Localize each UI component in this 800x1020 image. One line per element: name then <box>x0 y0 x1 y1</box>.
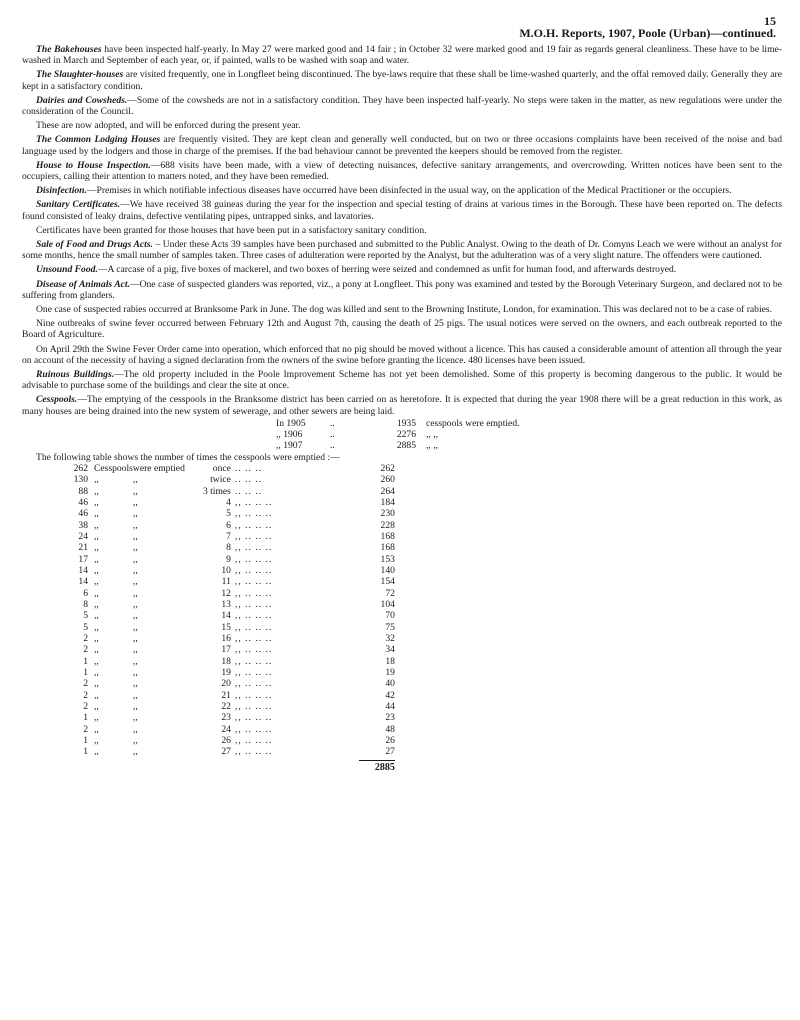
table-row <box>62 712 395 723</box>
cesspool-count: 88 <box>78 485 88 497</box>
times-emptied: 3 times <box>202 485 231 497</box>
ditto-emptied: ,, <box>132 689 138 701</box>
ditto-emptied: ,, <box>132 746 138 758</box>
leader-dots: ,, .. .. .. <box>234 610 273 622</box>
table-row <box>62 531 395 542</box>
times-emptied: 17 <box>221 644 231 656</box>
table-row <box>62 542 395 553</box>
paragraph <box>22 185 782 196</box>
cesspool-count: 8 <box>83 599 88 611</box>
year-row <box>276 440 782 451</box>
cesspool-count: 2 <box>83 701 88 713</box>
times-emptied: twice <box>210 474 231 486</box>
ditto-emptied: ,, <box>132 564 138 576</box>
leader-dots: ,, .. .. .. <box>234 519 273 531</box>
table-row <box>62 508 395 519</box>
row-total: 230 <box>380 508 395 520</box>
cesspool-count: 2 <box>83 723 88 735</box>
row-total: 32 <box>385 633 395 645</box>
paragraph-heading: The Common Lodging Houses <box>36 134 161 146</box>
table-row <box>62 735 395 746</box>
cesspool-count: 38 <box>78 519 88 531</box>
cesspool-count: 6 <box>83 587 88 599</box>
cesspool-count: 262 <box>73 462 88 474</box>
cesspool-count: 2 <box>83 644 88 656</box>
row-total: 262 <box>380 462 395 474</box>
year-count: 2885 <box>396 439 416 451</box>
paragraph <box>22 44 782 66</box>
grand-total: 2885 <box>359 760 395 773</box>
row-total: 40 <box>385 678 395 690</box>
leader-dots: ,, .. .. .. <box>234 678 273 690</box>
times-emptied: 15 <box>221 621 231 633</box>
paragraph <box>22 199 782 221</box>
ditto-cesspools: ,, <box>94 621 99 633</box>
times-emptied: 8 <box>226 542 231 554</box>
paragraph-text: —We have received 38 guineas during the year for the inspection and special testing of drains at various times in the Borough. These have been reported on. The defects found consisted of leaky drains, defective ventilating pipes, untrapped sinks, and lavatories. <box>22 199 782 222</box>
cesspool-count: 2 <box>83 678 88 690</box>
times-emptied: 6 <box>226 519 231 531</box>
ditto-cesspools: ,, <box>94 735 99 747</box>
ditto-cesspools: ,, <box>94 519 99 531</box>
table-row <box>62 554 395 565</box>
ditto-emptied: ,, <box>132 485 138 497</box>
row-total: 153 <box>380 553 395 565</box>
paragraph <box>22 69 782 91</box>
ditto-emptied: ,, <box>132 519 138 531</box>
times-emptied: 5 <box>226 508 231 520</box>
ditto-emptied: ,, <box>132 655 138 667</box>
paragraph <box>22 344 782 366</box>
times-emptied: 10 <box>221 564 231 576</box>
row-total: 140 <box>380 564 395 576</box>
ditto-cesspools: ,, <box>94 576 99 588</box>
ditto-cesspools: ,, <box>94 689 99 701</box>
paragraph-heading: Sanitary Certificates. <box>36 199 121 211</box>
leader-dots: ,, .. .. .. <box>234 644 273 656</box>
row-total: 27 <box>385 746 395 758</box>
table-row <box>62 463 395 474</box>
table-row <box>62 610 395 621</box>
ditto-emptied: ,, <box>132 587 138 599</box>
table-row <box>62 588 395 599</box>
cesspool-count: 14 <box>78 564 88 576</box>
paragraph-text: These are now adopted, and will be enforced during the present year. <box>36 120 301 132</box>
paragraph-heading: Unsound Food. <box>36 264 98 276</box>
times-emptied: 20 <box>221 678 231 690</box>
page-number: 15 <box>764 14 776 28</box>
paragraph <box>22 394 782 416</box>
ditto-emptied: ,, <box>132 667 138 679</box>
ditto-cesspools: ,, <box>94 678 99 690</box>
ditto-cesspools: ,, <box>94 667 99 679</box>
table-row <box>62 656 395 667</box>
table-row <box>62 565 395 576</box>
table-row <box>62 576 395 587</box>
table-row <box>62 644 395 655</box>
table-row <box>62 633 395 644</box>
cesspool-count: 46 <box>78 508 88 520</box>
leader-dots: ,, .. .. .. <box>234 508 273 520</box>
paragraph-text: Nine outbreaks of swine fever occurred between February 12th and August 7th, causing the death of 25 pigs. The usual notices were served on the owners, and each outbreak reported to the Board of Agriculture. <box>22 318 782 341</box>
table-row <box>62 701 395 712</box>
ditto-cesspools: ,, <box>94 553 99 565</box>
table-row <box>62 497 395 508</box>
table-row <box>62 746 395 757</box>
cesspool-times-table <box>62 463 395 758</box>
running-header: M.O.H. Reports, 1907, Poole (Urban)—continued. <box>519 26 776 40</box>
ditto-emptied: ,, <box>132 474 138 486</box>
leader-dots: ,, .. .. .. <box>234 564 273 576</box>
paragraph-heading: Dairies and Cowsheds. <box>36 94 128 106</box>
paragraph <box>22 160 782 182</box>
ditto-cesspools: ,, <box>94 530 99 542</box>
row-total: 42 <box>385 689 395 701</box>
paragraph <box>22 279 782 301</box>
leader: .. <box>330 439 335 451</box>
row-total: 228 <box>380 519 395 531</box>
paragraph-heading: Sale of Food and Drugs Acts. <box>36 239 153 251</box>
leader: .. <box>330 428 335 440</box>
cesspool-count: 5 <box>83 610 88 622</box>
table-row <box>62 599 395 610</box>
leader-dots: ,, .. .. .. <box>234 621 273 633</box>
times-emptied: 26 <box>221 735 231 747</box>
leader-dots: .. .. .. <box>234 485 263 497</box>
times-emptied: 24 <box>221 723 231 735</box>
report-body <box>22 44 782 417</box>
row-total: 19 <box>385 667 395 679</box>
times-emptied: 18 <box>221 655 231 667</box>
paragraph <box>22 134 782 156</box>
paragraph-text: are frequently visited. They are kept clean and generally well conducted, but on two or three occasions complaints have been received of the noise and bad language used by the lodgers and those in charge of the premises. If the bad behaviour cannot be prevented the keepers should be removed from the register. <box>22 134 782 157</box>
table-row <box>62 622 395 633</box>
paragraph-text: —A carcase of a pig, five boxes of mackerel, and two boxes of herring were seized and condemned as unfit for human food, and afterwards destroyed. <box>97 264 677 276</box>
ditto-cesspools: ,, <box>94 644 99 656</box>
row-total: 26 <box>385 735 395 747</box>
paragraph-text: —688 visits have been made, with a view of detecting nuisances, defective sanitary arrangements, and overcrowding. Written notices have been sent to the occupiers, calling their attention to matters noted, and they have been remedied. <box>22 159 783 183</box>
paragraph <box>22 264 782 275</box>
row-total: 18 <box>385 655 395 667</box>
times-emptied: 7 <box>226 530 231 542</box>
row-total: 34 <box>385 644 395 656</box>
leader-dots: .. .. .. <box>234 474 263 486</box>
ditto-cesspools: ,, <box>94 508 99 520</box>
row-total: 70 <box>385 610 395 622</box>
paragraph-heading: House to House Inspection. <box>36 159 151 171</box>
cesspool-count: 5 <box>83 621 88 633</box>
ditto-emptied: ,, <box>132 542 138 554</box>
paragraph-text: —Premises in which notifiable infectious diseases have occurred have been disinfected in the usual way, on the application of the Medical Practitioner or the occupiers. <box>86 185 732 197</box>
ditto-emptied: ,, <box>132 701 138 713</box>
ditto-cesspools: Cesspools <box>94 462 133 474</box>
ditto-emptied: ,, <box>132 678 138 690</box>
ditto-emptied: were emptied <box>132 462 185 474</box>
ditto-emptied: ,, <box>132 735 138 747</box>
times-emptied: 14 <box>221 610 231 622</box>
paragraph-text: On April 29th the Swine Fever Order came into operation, which enforced that no pig should be moved without a licence. This has caused a considerable amount of attention all through the year on account of the necessity of having a signed declaration from the owners of the swine before granting the licence. 480 licenses have been issued. <box>22 343 782 366</box>
paragraph-text: —The emptying of the cesspools in the Branksome district has been carried on as heretofore. It is expected that during the year 1908 there will be a great reduction in this work, as many houses are being drained into the new system of sewerage, and other sewers are being laid. <box>22 394 782 417</box>
ditto-emptied: ,, <box>132 712 138 724</box>
ditto-cesspools: ,, <box>94 599 99 611</box>
ditto-emptied: ,, <box>132 553 138 565</box>
ditto-cesspools: ,, <box>94 655 99 667</box>
leader-dots: ,, .. .. .. <box>234 599 273 611</box>
times-emptied: 27 <box>221 746 231 758</box>
row-total: 104 <box>380 599 395 611</box>
paragraph-heading: Cesspools. <box>36 394 78 406</box>
leader-dots: ,, .. .. .. <box>234 553 273 565</box>
ditto-emptied: ,, <box>132 610 138 622</box>
leader-dots: ,, .. .. .. <box>234 633 273 645</box>
leader-dots: ,, .. .. .. <box>234 655 273 667</box>
leader: .. <box>330 417 335 429</box>
leader-dots: ,, .. .. .. <box>234 701 273 713</box>
year-suffix: ,, ,, <box>426 428 438 440</box>
paragraph <box>22 318 782 340</box>
table-intro: The following table shows the number of times the cesspools were emptied :— <box>36 451 340 463</box>
paragraph-text: —Some of the cowsheds are not in a satisfactory condition. They have been inspected half-yearly. No steps were taken in the matter, as new regulations were under the consideration of the Council. <box>22 94 783 118</box>
ditto-emptied: ,, <box>132 621 138 633</box>
ditto-emptied: ,, <box>132 599 138 611</box>
table-row <box>62 474 395 485</box>
year-row <box>276 418 782 429</box>
times-emptied: 23 <box>221 712 231 724</box>
ditto-emptied: ,, <box>132 644 138 656</box>
table-row <box>62 724 395 735</box>
times-emptied: once <box>212 462 231 474</box>
paragraph-text: are visited frequently, one in Longfleet being discontinued. The bye-laws require that these shall be lime-washed quarterly, and the offal removed daily. Generally they are kept in a satisfactory condition. <box>22 69 782 92</box>
leader-dots: ,, .. .. .. <box>234 530 273 542</box>
year-row <box>276 429 782 440</box>
leader-dots: ,, .. .. .. <box>234 576 273 588</box>
ditto-cesspools: ,, <box>94 701 99 713</box>
table-row <box>62 520 395 531</box>
row-total: 260 <box>380 474 395 486</box>
cesspool-count: 2 <box>83 633 88 645</box>
yearly-cesspool-counts <box>276 418 782 451</box>
paragraph <box>22 120 782 131</box>
ditto-cesspools: ,, <box>94 542 99 554</box>
times-emptied: 19 <box>221 667 231 679</box>
paragraph-text: One case of suspected rabies occurred at Branksome Park in June. The dog was killed and sent to the Browning Institute, London, for examination. This was declared not to be a case of rabies. <box>36 304 773 316</box>
row-total: 75 <box>385 621 395 633</box>
row-total: 264 <box>380 485 395 497</box>
cesspool-count: 1 <box>83 667 88 679</box>
leader-dots: ,, .. .. .. <box>234 587 273 599</box>
cesspool-count: 17 <box>78 553 88 565</box>
cesspool-count: 21 <box>78 542 88 554</box>
ditto-cesspools: ,, <box>94 485 99 497</box>
year-label: In 1905 <box>276 417 306 429</box>
table-row <box>62 690 395 701</box>
paragraph <box>22 304 782 315</box>
times-emptied: 13 <box>221 599 231 611</box>
table-row <box>62 486 395 497</box>
paragraph-text: —One case of suspected glanders was reported, viz., a pony at Longfleet. This pony was examined and tested by the Borough Veterinary Surgeon, and declared not to be suffering from glanders. <box>22 278 782 301</box>
row-total: 154 <box>380 576 395 588</box>
ditto-emptied: ,, <box>132 633 138 645</box>
leader-dots: ,, .. .. .. <box>234 712 273 724</box>
leader-dots: ,, .. .. .. <box>234 542 273 554</box>
ditto-cesspools: ,, <box>94 723 99 735</box>
times-emptied: 11 <box>221 576 231 588</box>
ditto-cesspools: ,, <box>94 610 99 622</box>
paragraph <box>22 95 782 117</box>
cesspool-count: 14 <box>78 576 88 588</box>
cesspool-count: 46 <box>78 496 88 508</box>
ditto-cesspools: ,, <box>94 587 99 599</box>
paragraph-text: – Under these Acts 39 samples have been purchased and submitted to the Public Analyst. Owing to the death of Dr. Comyns Leach we were without an analyst for some months, hence the small number of samples taken. Three cases of adulteration were reported by the Analyst, but the adulteration was of a very slight nature. The offenders were cautioned. <box>22 239 782 262</box>
row-total: 44 <box>385 701 395 713</box>
year-count: 2276 <box>396 428 416 440</box>
table-row <box>62 678 395 689</box>
paragraph <box>22 369 782 391</box>
ditto-cesspools: ,, <box>94 712 99 724</box>
ditto-emptied: ,, <box>132 508 138 520</box>
year-label: ,, 1907 <box>276 439 303 451</box>
cesspool-count: 1 <box>83 746 88 758</box>
year-label: ,, 1906 <box>276 428 303 440</box>
row-total: 184 <box>380 496 395 508</box>
cesspool-count: 2 <box>83 689 88 701</box>
ditto-emptied: ,, <box>132 496 138 508</box>
paragraph-text: —The old property included in the Poole Improvement Scheme has not yet been demolished. Some of this property is becoming dangerous to the public. It would be advisable to purchase some of the buildings and clear the site at once. <box>22 369 783 392</box>
ditto-cesspools: ,, <box>94 496 99 508</box>
row-total: 168 <box>380 530 395 542</box>
leader-dots: ,, .. .. .. <box>234 689 273 701</box>
row-total: 72 <box>385 587 395 599</box>
paragraph-text: have been inspected half-yearly. In May 27 were marked good and 14 fair ; in October 32 were marked good and 19 fair as regards general cleanliness. These have to be lime-washed in March and September of each year, or, if painted, walls to be washed with soap and water. <box>22 44 782 67</box>
row-total: 48 <box>385 723 395 735</box>
paragraph <box>22 225 782 236</box>
leader-dots: ,, .. .. .. <box>234 496 273 508</box>
cesspool-count: 1 <box>83 735 88 747</box>
paragraph-heading: Ruinous Buildings. <box>36 369 115 381</box>
cesspool-count: 130 <box>73 474 88 486</box>
ditto-cesspools: ,, <box>94 564 99 576</box>
times-emptied: 22 <box>221 701 231 713</box>
leader-dots: .. .. .. <box>234 462 263 474</box>
cesspool-count: 1 <box>83 655 88 667</box>
leader-dots: ,, .. .. .. <box>234 723 273 735</box>
ditto-emptied: ,, <box>132 530 138 542</box>
year-suffix: cesspools were emptied. <box>426 417 520 429</box>
ditto-cesspools: ,, <box>94 633 99 645</box>
times-emptied: 4 <box>226 496 231 508</box>
paragraph-text: Certificates have been granted for those houses that have been put in a satisfactory sanitary condition. <box>36 224 427 236</box>
cesspool-count: 24 <box>78 530 88 542</box>
paragraph-heading: The Bakehouses <box>36 44 102 55</box>
ditto-cesspools: ,, <box>94 474 99 486</box>
leader-dots: ,, .. .. .. <box>234 746 273 758</box>
ditto-emptied: ,, <box>132 576 138 588</box>
times-emptied: 21 <box>221 689 231 701</box>
year-count: 1935 <box>396 417 416 429</box>
year-suffix: ,, ,, <box>426 439 438 451</box>
paragraph-heading: The Slaughter-houses <box>36 69 124 81</box>
leader-dots: ,, .. .. .. <box>234 735 273 747</box>
report-page <box>22 14 782 758</box>
leader-dots: ,, .. .. .. <box>234 667 273 679</box>
ditto-emptied: ,, <box>132 723 138 735</box>
paragraph <box>22 239 782 261</box>
times-emptied: 16 <box>221 633 231 645</box>
cesspool-count: 1 <box>83 712 88 724</box>
times-emptied: 12 <box>221 587 231 599</box>
ditto-cesspools: ,, <box>94 746 99 758</box>
table-row <box>62 667 395 678</box>
paragraph-heading: Disinfection. <box>36 185 87 197</box>
row-total: 168 <box>380 542 395 554</box>
times-emptied: 9 <box>226 553 231 565</box>
row-total: 23 <box>385 712 395 724</box>
paragraph-heading: Disease of Animals Act. <box>36 278 130 290</box>
